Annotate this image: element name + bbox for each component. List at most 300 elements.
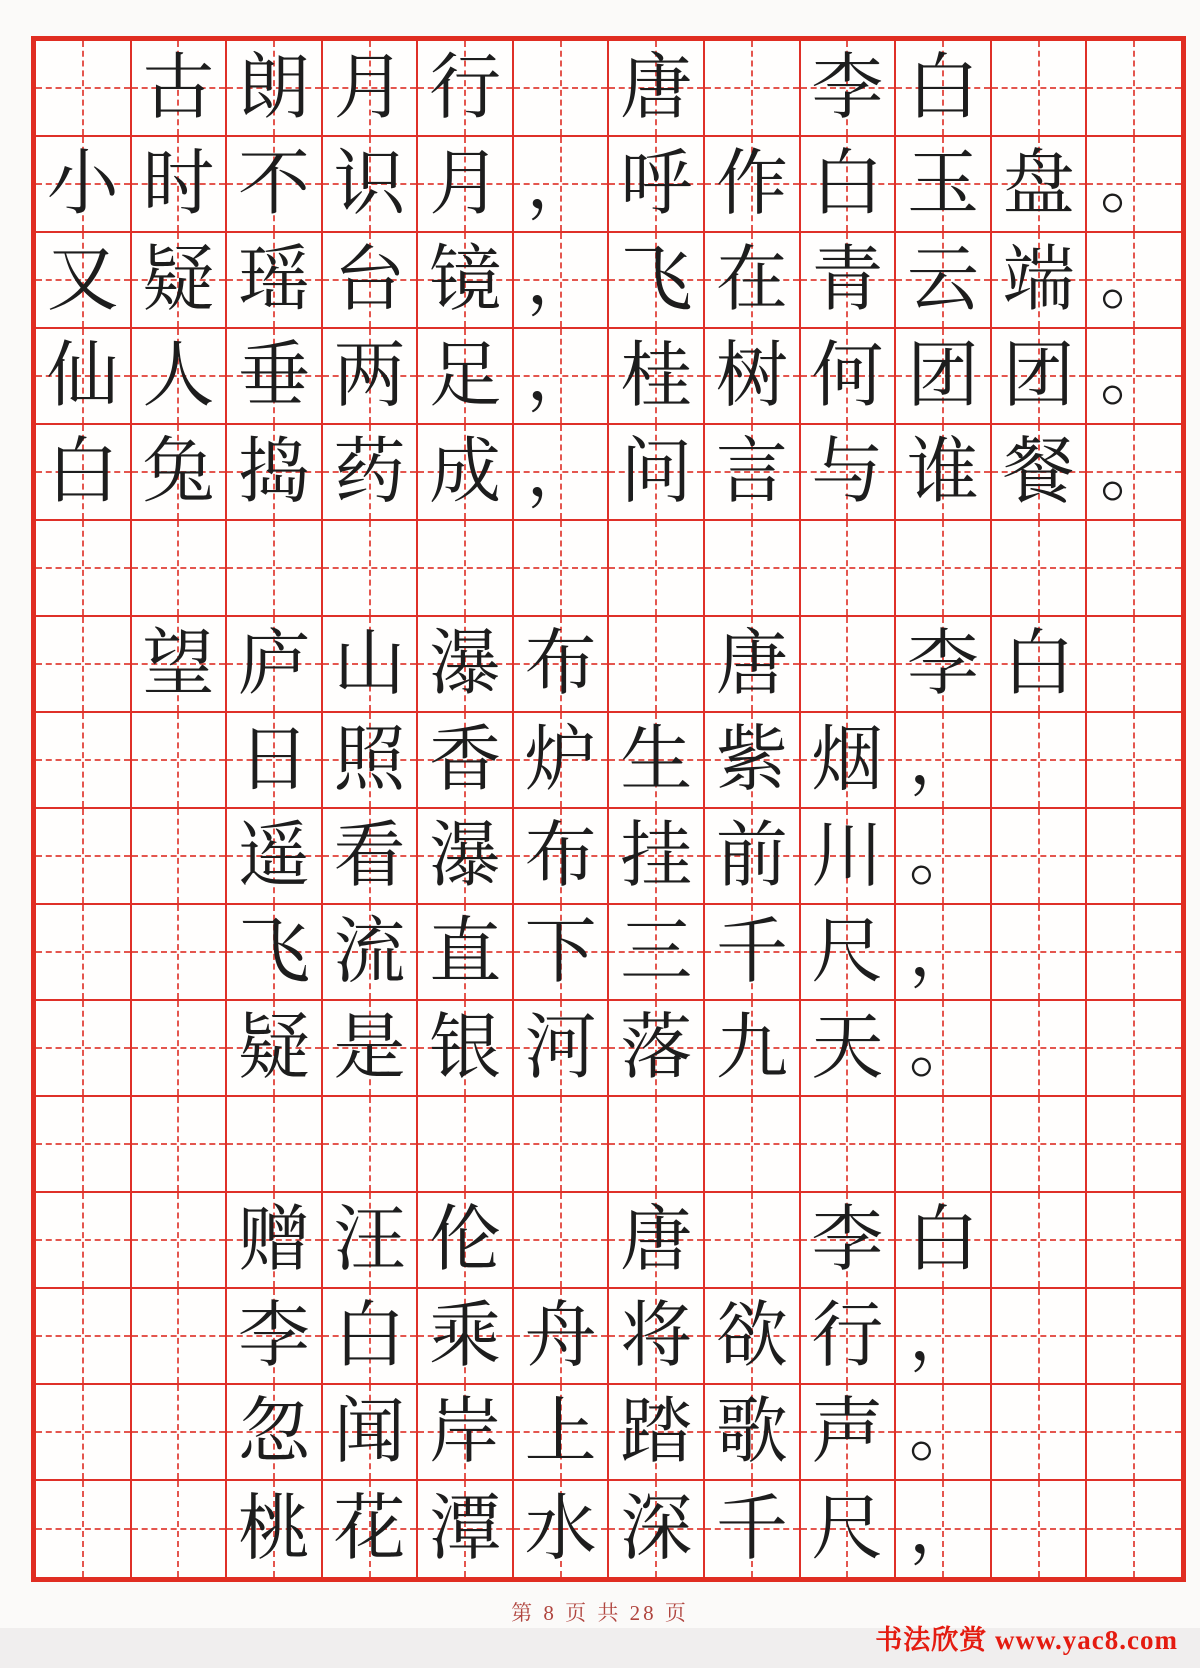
grid-cell [227, 233, 323, 329]
grid-cell [227, 713, 323, 809]
cell-character: 流 [333, 912, 406, 992]
grid-cell [227, 425, 323, 521]
cell-character: 古 [142, 48, 215, 128]
grid-cell [609, 521, 705, 617]
cell-character: 朗 [237, 48, 310, 128]
grid-cell [1087, 137, 1181, 233]
cell-character: 桃 [237, 1489, 310, 1569]
grid-cell [992, 1385, 1088, 1481]
grid-cell [514, 1193, 610, 1289]
grid-cell [227, 1385, 323, 1481]
grid-cell [514, 233, 610, 329]
grid-cell [992, 41, 1088, 137]
grid-cell [418, 809, 514, 905]
cell-character: 声 [811, 1392, 884, 1472]
grid-cell [992, 713, 1088, 809]
grid-cell [132, 137, 228, 233]
grid-cell [514, 521, 610, 617]
grid-cell [896, 1097, 992, 1193]
grid-cell [1087, 1097, 1181, 1193]
grid-cell [896, 905, 992, 1001]
grid-cell [36, 809, 132, 905]
grid-cell [705, 1097, 801, 1193]
grid-cell [992, 233, 1088, 329]
grid-row [36, 905, 1181, 1001]
cell-character: 闻 [333, 1392, 406, 1472]
cell-character: 端 [1002, 240, 1075, 320]
grid-cell [227, 1097, 323, 1193]
grid-cell [323, 617, 419, 713]
grid-cell [132, 329, 228, 425]
grid-cell [132, 425, 228, 521]
grid-cell [227, 1289, 323, 1385]
cell-character: 团 [906, 336, 979, 416]
cell-character: 李 [811, 1200, 884, 1280]
grid-cell [609, 713, 705, 809]
cell-character: 捣 [237, 432, 310, 512]
cell-character: 又 [46, 240, 119, 320]
cell-character: 河 [524, 1008, 597, 1088]
grid-cell [323, 1001, 419, 1097]
grid-cell [323, 425, 419, 521]
cell-character: 李 [811, 48, 884, 128]
grid-cell [801, 905, 897, 1001]
cell-character: 识 [333, 144, 406, 224]
grid-cell [1087, 713, 1181, 809]
cell-character: 上 [524, 1392, 597, 1472]
cell-character: 人 [142, 336, 215, 416]
cell-character: 看 [333, 816, 406, 896]
cell-punctuation: ， [526, 146, 595, 222]
cell-character: 餐 [1002, 432, 1075, 512]
cell-character: 两 [333, 336, 406, 416]
cell-character: 与 [811, 432, 884, 512]
grid-cell [514, 1289, 610, 1385]
grid-cell [36, 521, 132, 617]
grid-cell [992, 905, 1088, 1001]
grid-cell [36, 41, 132, 137]
cell-character: 疑 [142, 240, 215, 320]
grid-cell [1087, 809, 1181, 905]
cell-punctuation: ， [908, 1298, 977, 1374]
grid-cell [801, 1097, 897, 1193]
cell-character: 欲 [715, 1296, 788, 1376]
cell-character: 深 [620, 1489, 693, 1569]
grid-cell [896, 1385, 992, 1481]
cell-character: 岸 [429, 1392, 502, 1472]
cell-character: 伦 [429, 1200, 502, 1280]
cell-character: 月 [429, 144, 502, 224]
cell-character: 言 [715, 432, 788, 512]
cell-character: 月 [333, 48, 406, 128]
cell-punctuation: 。 [1100, 338, 1169, 414]
cell-character: 白 [46, 432, 119, 512]
grid-cell [705, 1193, 801, 1289]
grid-cell [323, 521, 419, 617]
cell-character: 白 [1002, 624, 1075, 704]
cell-punctuation: 。 [908, 1394, 977, 1470]
grid-row [36, 617, 1181, 713]
grid-cell [992, 329, 1088, 425]
grid-cell [227, 905, 323, 1001]
grid-cell [227, 1481, 323, 1577]
cell-character: 踏 [620, 1392, 693, 1472]
cell-character: 照 [333, 720, 406, 800]
grid-cell [514, 1097, 610, 1193]
grid-cell [227, 521, 323, 617]
cell-character: 前 [715, 816, 788, 896]
grid-cell [801, 1001, 897, 1097]
grid-row [36, 1097, 1181, 1193]
grid-cell [418, 233, 514, 329]
cell-character: 尺 [811, 912, 884, 992]
grid-cell [227, 1001, 323, 1097]
grid-cell [609, 905, 705, 1001]
grid-cell [514, 713, 610, 809]
grid-cell [1087, 41, 1181, 137]
grid-cell [801, 617, 897, 713]
cell-character: 白 [333, 1296, 406, 1376]
grid-cell [132, 713, 228, 809]
grid-cell [992, 617, 1088, 713]
cell-character: 药 [333, 432, 406, 512]
cell-character: 忽 [237, 1392, 310, 1472]
cell-character: 唐 [620, 48, 693, 128]
cell-character: 行 [429, 48, 502, 128]
grid-cell [132, 1481, 228, 1577]
cell-character: 白 [906, 48, 979, 128]
cell-punctuation: 。 [908, 1010, 977, 1086]
grid-cell [418, 41, 514, 137]
grid-cell [36, 425, 132, 521]
cell-character: 烟 [811, 720, 884, 800]
grid-row [36, 521, 1181, 617]
cell-character: 李 [906, 624, 979, 704]
cell-character: 香 [429, 720, 502, 800]
grid-cell [36, 137, 132, 233]
cell-character: 挂 [620, 816, 693, 896]
grid-cell [36, 1193, 132, 1289]
grid-cell [609, 1001, 705, 1097]
grid-cell [992, 1289, 1088, 1385]
cell-character: 盘 [1002, 144, 1075, 224]
grid-cell [1087, 1001, 1181, 1097]
grid-cell [323, 41, 419, 137]
grid-cell [227, 617, 323, 713]
grid-cell [514, 329, 610, 425]
grid-cell [1087, 425, 1181, 521]
cell-punctuation: 。 [1100, 146, 1169, 222]
grid-cell [227, 1193, 323, 1289]
cell-character: 云 [906, 240, 979, 320]
cell-character: 足 [429, 336, 502, 416]
grid-cell [323, 1481, 419, 1577]
grid-cell [132, 521, 228, 617]
grid-row [36, 1481, 1181, 1577]
grid-cell [896, 137, 992, 233]
grid-cell [896, 41, 992, 137]
cell-character: 呼 [620, 144, 693, 224]
grid-cell [609, 1097, 705, 1193]
grid-cell [418, 1385, 514, 1481]
cell-character: 小 [46, 144, 119, 224]
cell-character: 千 [715, 1489, 788, 1569]
grid-cell [514, 425, 610, 521]
grid-cell [132, 1289, 228, 1385]
cell-character: 歌 [715, 1392, 788, 1472]
grid-cell [705, 905, 801, 1001]
grid-cell [705, 1001, 801, 1097]
cell-character: 飞 [237, 912, 310, 992]
cell-character: 问 [620, 432, 693, 512]
cell-character: 乘 [429, 1296, 502, 1376]
grid-cell [418, 713, 514, 809]
grid-cell [705, 1289, 801, 1385]
grid-cell [418, 1193, 514, 1289]
grid-cell [801, 809, 897, 905]
cell-punctuation: 。 [1100, 434, 1169, 510]
grid-cell [36, 617, 132, 713]
grid-cell [801, 425, 897, 521]
cell-character: 潭 [429, 1489, 502, 1569]
grid-cell [132, 41, 228, 137]
cell-character: 庐 [237, 624, 310, 704]
grid-cell [896, 809, 992, 905]
cell-character: 三 [620, 912, 693, 992]
grid-cell [227, 809, 323, 905]
cell-character: 紫 [715, 720, 788, 800]
grid-cell [609, 41, 705, 137]
grid-cell [896, 425, 992, 521]
grid-cell [418, 617, 514, 713]
grid-cell [514, 1001, 610, 1097]
cell-punctuation: ， [908, 722, 977, 798]
grid-cell [705, 329, 801, 425]
grid-cell [227, 137, 323, 233]
grid-cell [1087, 1193, 1181, 1289]
grid-cell [705, 1481, 801, 1577]
grid-cell [418, 425, 514, 521]
cell-character: 布 [524, 624, 597, 704]
grid-cell [896, 1481, 992, 1577]
grid-row [36, 233, 1181, 329]
grid-cell [323, 1385, 419, 1481]
cell-character: 团 [1002, 336, 1075, 416]
grid-cell [801, 1385, 897, 1481]
grid-cell [609, 1385, 705, 1481]
grid-cell [132, 809, 228, 905]
grid-cell [705, 617, 801, 713]
cell-character: 生 [620, 720, 693, 800]
cell-character: 兔 [142, 432, 215, 512]
cell-punctuation: ， [908, 1491, 977, 1567]
cell-character: 炉 [524, 720, 597, 800]
cell-punctuation: ， [526, 338, 595, 414]
grid-cell [418, 905, 514, 1001]
grid-cell [418, 1481, 514, 1577]
cell-character: 将 [620, 1296, 693, 1376]
cell-character: 在 [715, 240, 788, 320]
grid-cell [323, 329, 419, 425]
grid-cell [705, 41, 801, 137]
footer-page-indicator: 第 8 页 共 28 页 [511, 1601, 689, 1625]
grid-cell [36, 233, 132, 329]
grid-cell [1087, 1481, 1181, 1577]
cell-character: 日 [237, 720, 310, 800]
cell-character: 天 [811, 1008, 884, 1088]
cell-punctuation: ， [526, 434, 595, 510]
grid-cell [1087, 1289, 1181, 1385]
cell-character: 不 [237, 144, 310, 224]
cell-character: 遥 [237, 816, 310, 896]
cell-character: 赠 [237, 1200, 310, 1280]
grid-cell [1087, 1385, 1181, 1481]
grid-cell [418, 1097, 514, 1193]
grid-cell [132, 1001, 228, 1097]
cell-character: 白 [906, 1200, 979, 1280]
grid-cell [36, 1289, 132, 1385]
cell-character: 疑 [237, 1008, 310, 1088]
grid-row [36, 1289, 1181, 1385]
cell-character: 谁 [906, 432, 979, 512]
cell-character: 飞 [620, 240, 693, 320]
grid-cell [514, 617, 610, 713]
cell-character: 千 [715, 912, 788, 992]
grid-cell [132, 617, 228, 713]
grid-cell [323, 1097, 419, 1193]
cell-character: 瑶 [237, 240, 310, 320]
grid-cell [609, 809, 705, 905]
cell-character: 花 [333, 1489, 406, 1569]
grid-cell [705, 809, 801, 905]
grid-cell [609, 329, 705, 425]
cell-character: 水 [524, 1489, 597, 1569]
grid-cell [323, 809, 419, 905]
cell-character: 直 [429, 912, 502, 992]
cell-character: 九 [715, 1008, 788, 1088]
grid-cell [609, 1481, 705, 1577]
grid-row [36, 809, 1181, 905]
cell-character: 山 [333, 624, 406, 704]
cell-character: 时 [142, 144, 215, 224]
grid-row [36, 137, 1181, 233]
grid-cell [705, 713, 801, 809]
grid-cell [514, 905, 610, 1001]
grid-cell [801, 233, 897, 329]
practice-grid [31, 36, 1186, 1582]
cell-character: 汪 [333, 1200, 406, 1280]
grid-cell [514, 1481, 610, 1577]
cell-character: 台 [333, 240, 406, 320]
cell-punctuation: 。 [908, 818, 977, 894]
cell-character: 树 [715, 336, 788, 416]
grid-cell [896, 617, 992, 713]
grid-cell [36, 1481, 132, 1577]
grid-cell [896, 233, 992, 329]
watermark-site-credit: 书法欣赏 www.yac8.com [875, 1625, 1178, 1655]
grid-cell [896, 521, 992, 617]
grid-cell [992, 1481, 1088, 1577]
cell-character: 桂 [620, 336, 693, 416]
grid-cell [132, 1193, 228, 1289]
grid-cell [801, 713, 897, 809]
cell-character: 布 [524, 816, 597, 896]
grid-cell [36, 1097, 132, 1193]
grid-cell [896, 329, 992, 425]
grid-cell [992, 137, 1088, 233]
grid-cell [992, 1193, 1088, 1289]
grid-cell [705, 521, 801, 617]
grid-cell [323, 137, 419, 233]
grid-cell [801, 137, 897, 233]
grid-cell [992, 521, 1088, 617]
grid-row [36, 329, 1181, 425]
grid-cell [1087, 233, 1181, 329]
grid-cell [801, 41, 897, 137]
grid-cell [609, 617, 705, 713]
cell-character: 玉 [906, 144, 979, 224]
cell-punctuation: ， [526, 242, 595, 318]
cell-character: 青 [811, 240, 884, 320]
grid-row [36, 1001, 1181, 1097]
grid-cell [992, 1097, 1088, 1193]
cell-character: 行 [811, 1296, 884, 1376]
grid-cell [36, 713, 132, 809]
grid-cell [609, 137, 705, 233]
cell-character: 尺 [811, 1489, 884, 1569]
cell-character: 镜 [429, 240, 502, 320]
cell-character: 作 [715, 144, 788, 224]
grid-cell [801, 521, 897, 617]
grid-cell [36, 905, 132, 1001]
grid-cell [801, 329, 897, 425]
grid-cell [705, 137, 801, 233]
grid-cell [514, 137, 610, 233]
grid-cell [36, 1385, 132, 1481]
grid-cell [1087, 905, 1181, 1001]
grid-cell [418, 137, 514, 233]
cell-character: 唐 [715, 624, 788, 704]
grid-row [36, 713, 1181, 809]
cell-character: 川 [811, 816, 884, 896]
grid-cell [992, 425, 1088, 521]
grid-row [36, 425, 1181, 521]
grid-cell [896, 1289, 992, 1385]
cell-character: 银 [429, 1008, 502, 1088]
grid-cell [705, 1385, 801, 1481]
cell-character: 成 [429, 432, 502, 512]
grid-cell [323, 1289, 419, 1385]
grid-cell [323, 1193, 419, 1289]
cell-character: 白 [811, 144, 884, 224]
grid-cell [132, 233, 228, 329]
grid-row [36, 41, 1181, 137]
grid-cell [1087, 617, 1181, 713]
grid-cell [132, 1097, 228, 1193]
grid-cell [227, 41, 323, 137]
cell-punctuation: 。 [1100, 242, 1169, 318]
grid-cell [609, 1193, 705, 1289]
cell-character: 望 [142, 624, 215, 704]
cell-character: 瀑 [429, 624, 502, 704]
grid-cell [418, 329, 514, 425]
grid-cell [418, 521, 514, 617]
grid-cell [227, 329, 323, 425]
grid-cell [992, 1001, 1088, 1097]
grid-cell [36, 1001, 132, 1097]
grid-cell [992, 809, 1088, 905]
grid-cell [418, 1289, 514, 1385]
